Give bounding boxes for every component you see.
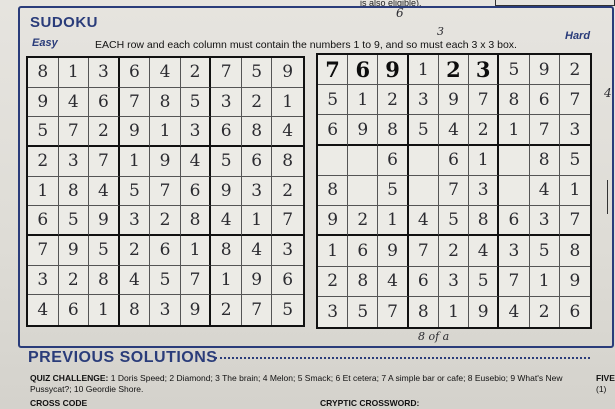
easy-cell-r8-c9[interactable]: 6	[272, 266, 303, 296]
hard-cell-r5-c7[interactable]	[499, 176, 529, 206]
hard-cell-r5-c2[interactable]	[348, 176, 378, 206]
hard-cell-r6-c6[interactable]: 8	[469, 206, 499, 236]
scribble-three: 3	[437, 25, 444, 38]
easy-cell-r8-c5[interactable]: 5	[150, 266, 181, 296]
easy-cell-r4-c9[interactable]: 8	[272, 147, 303, 177]
easy-cell-r2-c6[interactable]: 5	[181, 88, 212, 118]
hard-cell-r4-c8[interactable]: 8	[530, 146, 560, 176]
easy-cell-r5-c9[interactable]: 2	[272, 177, 303, 207]
easy-cell-r9-c2[interactable]: 6	[59, 295, 90, 325]
easy-cell-r5-c7[interactable]: 9	[211, 177, 242, 207]
easy-cell-r2-c9[interactable]: 1	[272, 88, 303, 118]
scribble-eight-of-a: 8 of a	[418, 330, 450, 343]
hard-cell-r1-c6[interactable]: 3	[469, 55, 499, 85]
easy-cell-r3-c9[interactable]: 4	[272, 117, 303, 147]
hard-cell-r9-c1[interactable]: 3	[318, 297, 348, 327]
easy-cell-r3-c1[interactable]: 5	[28, 117, 59, 147]
easy-cell-r7-c5[interactable]: 6	[150, 236, 181, 266]
hard-cell-r3-c5[interactable]: 4	[439, 115, 469, 145]
easy-cell-r9-c1[interactable]: 4	[28, 295, 59, 325]
hard-cell-r1-c5[interactable]: 2	[439, 55, 469, 85]
easy-cell-r6-c3[interactable]: 9	[89, 206, 120, 236]
easy-cell-r4-c3[interactable]: 7	[89, 147, 120, 177]
easy-cell-r7-c2[interactable]: 9	[59, 236, 90, 266]
easy-cell-r2-c5[interactable]: 8	[150, 88, 181, 118]
easy-cell-r4-c7[interactable]: 5	[211, 147, 242, 177]
hard-cell-r4-c1[interactable]	[318, 146, 348, 176]
hard-cell-r2-c3[interactable]: 2	[378, 85, 408, 115]
easy-cell-r1-c7[interactable]: 7	[211, 58, 242, 88]
hard-cell-r8-c2[interactable]: 8	[348, 267, 378, 297]
scribble-six: 6	[396, 6, 404, 20]
easy-cell-r8-c7[interactable]: 1	[211, 266, 242, 296]
quiz-challenge-answers	[30, 373, 590, 395]
hard-cell-r5-c3[interactable]: 5	[378, 176, 408, 206]
easy-cell-r6-c4[interactable]: 3	[120, 206, 151, 236]
easy-cell-r1-c2[interactable]: 1	[59, 58, 90, 88]
hard-cell-r2-c6[interactable]: 7	[469, 85, 499, 115]
sudoku-title: SUDOKU	[30, 14, 99, 31]
scribble-four: 4	[604, 86, 612, 100]
hard-cell-r9-c7[interactable]: 4	[499, 297, 529, 327]
easy-cell-r3-c3[interactable]: 2	[89, 117, 120, 147]
easy-cell-r3-c2[interactable]: 7	[59, 117, 90, 147]
hard-cell-r9-c8[interactable]: 2	[530, 297, 560, 327]
easy-cell-r4-c5[interactable]: 9	[150, 147, 181, 177]
easy-cell-r1-c8[interactable]: 5	[242, 58, 273, 88]
easy-cell-r9-c8[interactable]: 7	[242, 295, 273, 325]
hard-cell-r9-c6[interactable]: 9	[469, 297, 499, 327]
hard-cell-r2-c7[interactable]: 8	[499, 85, 529, 115]
hard-cell-r6-c1[interactable]: 9	[318, 206, 348, 236]
easy-cell-r4-c4[interactable]: 1	[120, 147, 151, 177]
hard-cell-r5-c1[interactable]: 8	[318, 176, 348, 206]
hard-cell-r7-c1[interactable]: 1	[318, 236, 348, 266]
hard-cell-r8-c6[interactable]: 5	[469, 267, 499, 297]
easy-cell-r5-c5[interactable]: 7	[150, 177, 181, 207]
easy-cell-r7-c8[interactable]: 4	[242, 236, 273, 266]
hard-cell-r6-c8[interactable]: 3	[530, 206, 560, 236]
hard-cell-r3-c3[interactable]: 8	[378, 115, 408, 145]
easy-cell-r9-c5[interactable]: 3	[150, 295, 181, 325]
hard-cell-r4-c3[interactable]: 6	[378, 146, 408, 176]
easy-cell-r3-c7[interactable]: 6	[211, 117, 242, 147]
hard-cell-r1-c3[interactable]: 9	[378, 55, 408, 85]
hard-cell-r7-c3[interactable]: 9	[378, 236, 408, 266]
hard-cell-r1-c9[interactable]: 2	[560, 55, 590, 85]
easy-cell-r6-c7[interactable]: 4	[211, 206, 242, 236]
easy-cell-r7-c1[interactable]: 7	[28, 236, 59, 266]
easy-cell-r1-c3[interactable]: 3	[89, 58, 120, 88]
easy-label: Easy	[32, 37, 58, 49]
easy-cell-r2-c4[interactable]: 7	[120, 88, 151, 118]
hard-cell-r6-c2[interactable]: 2	[348, 206, 378, 236]
hard-cell-r4-c6[interactable]: 1	[469, 146, 499, 176]
easy-cell-r7-c6[interactable]: 1	[181, 236, 212, 266]
easy-cell-r5-c8[interactable]: 3	[242, 177, 273, 207]
easy-cell-r1-c1[interactable]: 8	[28, 58, 59, 88]
easy-cell-r1-c5[interactable]: 4	[150, 58, 181, 88]
hard-cell-r7-c7[interactable]: 3	[499, 236, 529, 266]
easy-cell-r2-c1[interactable]: 9	[28, 88, 59, 118]
five-label: FIVE	[596, 373, 615, 383]
quiz-answer-text: 1 Doris Speed; 2 Diamond; 3 The brain; 4 Melon; 5 Smack; 6 Et cetera; 7 A simple bar or cafe; 8 Eusebio; 9 What's New Pussycat?; 10 Geordie Shore.	[30, 373, 563, 394]
easy-cell-r6-c5[interactable]: 2	[150, 206, 181, 236]
easy-cell-r1-c6[interactable]: 2	[181, 58, 212, 88]
easy-cell-r8-c4[interactable]: 4	[120, 266, 151, 296]
easy-cell-r4-c2[interactable]: 3	[59, 147, 90, 177]
easy-cell-r8-c2[interactable]: 2	[59, 266, 90, 296]
hard-label: Hard	[565, 30, 591, 42]
easy-cell-r6-c9[interactable]: 7	[272, 206, 303, 236]
cryptic-crossword-label: CRYPTIC CROSSWORD:	[320, 398, 420, 408]
hard-cell-r3-c8[interactable]: 7	[530, 115, 560, 145]
easy-cell-r5-c1[interactable]: 1	[28, 177, 59, 207]
easy-cell-r7-c4[interactable]: 2	[120, 236, 151, 266]
easy-cell-r9-c6[interactable]: 9	[181, 295, 212, 325]
dotted-rule	[215, 357, 590, 359]
easy-cell-r8-c6[interactable]: 7	[181, 266, 212, 296]
hard-cell-r5-c8[interactable]: 4	[530, 176, 560, 206]
hard-cell-r2-c4[interactable]: 3	[409, 85, 439, 115]
easy-cell-r6-c1[interactable]: 6	[28, 206, 59, 236]
easy-cell-r9-c9[interactable]: 5	[282, 300, 294, 321]
easy-cell-r8-c8[interactable]: 9	[242, 266, 273, 296]
hard-cell-r6-c3[interactable]: 1	[378, 206, 408, 236]
easy-cell-r7-c9[interactable]: 3	[272, 236, 303, 266]
previous-solutions-heading: PREVIOUS SOLUTIONS	[28, 349, 218, 366]
easy-cell-r3-c8[interactable]: 8	[242, 117, 273, 147]
hard-cell-r3-c6[interactable]: 2	[469, 115, 499, 145]
easy-cell-r6-c6[interactable]: 8	[181, 206, 212, 236]
hard-cell-r8-c1[interactable]: 2	[318, 267, 348, 297]
hard-cell-r7-c2[interactable]: 6	[348, 236, 378, 266]
easy-cell-r9-c3[interactable]: 1	[89, 295, 120, 325]
hard-cell-r4-c9[interactable]: 5	[560, 146, 590, 176]
hard-cell-r8-c9[interactable]: 9	[560, 267, 590, 297]
hard-cell-r3-c1[interactable]: 6	[318, 115, 348, 145]
hard-cell-r2-c5[interactable]: 9	[439, 85, 469, 115]
easy-cell-r4-c1[interactable]: 2	[28, 147, 59, 177]
hard-cell-r3-c4[interactable]: 5	[409, 115, 439, 145]
easy-cell-r2-c8[interactable]: 2	[242, 88, 273, 118]
hard-cell-r1-c8[interactable]: 9	[530, 55, 560, 85]
hard-cell-r2-c8[interactable]: 6	[530, 85, 560, 115]
easy-cell-r1-c4[interactable]: 6	[120, 58, 151, 88]
easy-cell-r8-c1[interactable]: 3	[28, 266, 59, 296]
cross-code-label: CROSS CODE	[30, 398, 88, 408]
hard-cell-r8-c7[interactable]: 7	[499, 267, 529, 297]
hard-cell-r1-c7[interactable]: 5	[499, 55, 529, 85]
easy-cell-r5-c6[interactable]: 6	[181, 177, 212, 207]
easy-cell-r9-c7[interactable]: 2	[211, 295, 242, 325]
hard-cell-r8-c3[interactable]: 4	[378, 267, 408, 297]
easy-sudoku-grid	[26, 56, 305, 327]
hard-sudoku-grid	[316, 53, 592, 329]
hard-cell-r8-c5[interactable]: 3	[439, 267, 469, 297]
hard-cell-r7-c9[interactable]: 8	[560, 236, 590, 266]
easy-cell-r5-c4[interactable]: 5	[120, 177, 151, 207]
hard-cell-r4-c4[interactable]	[409, 146, 439, 176]
hard-cell-r9-c4[interactable]: 8	[409, 297, 439, 327]
hard-cell-r4-c5[interactable]: 6	[439, 146, 469, 176]
easy-cell-r9-c4[interactable]: 8	[120, 295, 151, 325]
easy-cell-r5-c2[interactable]: 8	[59, 177, 90, 207]
hard-cell-r6-c5[interactable]: 5	[439, 206, 469, 236]
easy-cell-r7-c7[interactable]: 8	[211, 236, 242, 266]
hard-cell-r7-c5[interactable]: 2	[439, 236, 469, 266]
pen-mark	[607, 180, 608, 214]
hard-cell-r3-c7[interactable]: 1	[499, 115, 529, 145]
one-label: (1)	[596, 384, 607, 394]
easy-cell-r2-c3[interactable]: 6	[89, 88, 120, 118]
hard-cell-r3-c2[interactable]: 9	[348, 115, 378, 145]
easy-cell-r6-c2[interactable]: 5	[59, 206, 90, 236]
hard-cell-r6-c7[interactable]: 6	[499, 206, 529, 236]
hard-cell-r1-c1[interactable]: 7	[318, 55, 348, 85]
easy-cell-r8-c3[interactable]: 8	[89, 266, 120, 296]
quiz-label: QUIZ CHALLENGE:	[30, 373, 109, 383]
hard-cell-r5-c5[interactable]: 7	[439, 176, 469, 206]
hard-cell-r4-c2[interactable]	[348, 146, 378, 176]
hard-cell-r1-c2[interactable]: 6	[348, 55, 378, 85]
instructions: EACH row and each column must contain the numbers 1 to 9, and so must each 3 x 3 box.	[95, 39, 517, 51]
easy-cell-r3-c4[interactable]: 9	[120, 117, 151, 147]
hard-cell-r3-c9[interactable]: 3	[560, 115, 590, 145]
easy-cell-r4-c8[interactable]: 6	[242, 147, 273, 177]
hard-cell-r7-c6[interactable]: 4	[469, 236, 499, 266]
hard-cell-r9-c2[interactable]: 5	[348, 297, 378, 327]
hard-cell-r9-c3[interactable]: 7	[378, 297, 408, 327]
easy-cell-r3-c5[interactable]: 1	[150, 117, 181, 147]
hard-cell-r7-c4[interactable]: 7	[409, 236, 439, 266]
easy-cell-r2-c2[interactable]: 4	[59, 88, 90, 118]
easy-cell-r4-c6[interactable]: 4	[181, 147, 212, 177]
hard-cell-r5-c4[interactable]	[409, 176, 439, 206]
hard-cell-r1-c4[interactable]: 1	[409, 55, 439, 85]
hard-cell-r2-c9[interactable]: 7	[560, 85, 590, 115]
hard-cell-r6-c4[interactable]: 4	[409, 206, 439, 236]
easy-cell-r2-c7[interactable]: 3	[211, 88, 242, 118]
hard-cell-r4-c7[interactable]	[499, 146, 529, 176]
hard-cell-r5-c6[interactable]: 3	[469, 176, 499, 206]
hard-cell-r6-c9[interactable]: 7	[560, 206, 590, 236]
top-note: is also eligible).	[360, 0, 422, 8]
hard-cell-r8-c8[interactable]: 1	[530, 267, 560, 297]
hard-cell-r8-c4[interactable]: 6	[409, 267, 439, 297]
easy-cell-r1-c9[interactable]: 9	[272, 58, 303, 88]
easy-cell-r6-c8[interactable]: 1	[242, 206, 273, 236]
hard-cell-r9-c5[interactable]: 1	[439, 297, 469, 327]
easy-cell-r3-c6[interactable]: 3	[181, 117, 212, 147]
hard-cell-r9-c9[interactable]: 6	[569, 301, 581, 322]
easy-cell-r7-c3[interactable]: 5	[89, 236, 120, 266]
hard-cell-r7-c8[interactable]: 5	[530, 236, 560, 266]
hard-cell-r5-c9[interactable]: 1	[560, 176, 590, 206]
hard-cell-r2-c1[interactable]: 5	[318, 85, 348, 115]
easy-cell-r5-c3[interactable]: 4	[89, 177, 120, 207]
hard-cell-r2-c2[interactable]: 1	[348, 85, 378, 115]
